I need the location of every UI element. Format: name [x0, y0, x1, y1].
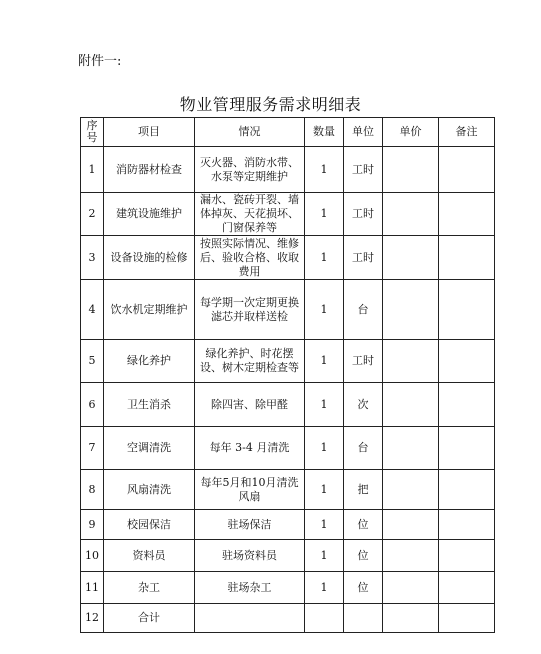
cell-qty: 1 — [305, 510, 344, 540]
page-title: 物业管理服务需求明细表 — [179, 95, 362, 114]
cell-note — [439, 383, 495, 427]
cell-seq: 2 — [81, 193, 104, 236]
cell-seq: 10 — [81, 540, 104, 572]
cell-item: 饮水机定期维护 — [104, 280, 195, 340]
cell-price — [383, 604, 439, 633]
table-row — [81, 340, 495, 383]
cell-price — [383, 236, 439, 280]
cell-desc: 灭火器、消防水带、水泵等定期维护 — [195, 147, 305, 193]
cell-unit: 工时 — [344, 340, 383, 383]
cell-item: 合计 — [104, 604, 195, 633]
cell-desc — [195, 604, 305, 633]
cell-unit: 工时 — [344, 147, 383, 193]
cell-item: 杂工 — [104, 572, 195, 604]
cell-desc: 除四害、除甲醛 — [195, 383, 305, 427]
table-row — [81, 147, 495, 193]
cell-unit: 位 — [344, 510, 383, 540]
cell-price — [383, 540, 439, 572]
header-price: 单价 — [383, 118, 439, 147]
cell-unit: 工时 — [344, 193, 383, 236]
cell-qty: 1 — [305, 470, 344, 510]
cell-unit: 位 — [344, 540, 383, 572]
cell-qty: 1 — [305, 193, 344, 236]
header-item: 项目 — [104, 118, 195, 147]
table-header-row — [81, 118, 495, 147]
cell-price — [383, 510, 439, 540]
cell-desc: 驻场保洁 — [195, 510, 305, 540]
cell-item: 风扇清洗 — [104, 470, 195, 510]
cell-qty: 1 — [305, 236, 344, 280]
cell-price — [383, 147, 439, 193]
header-desc: 情况 — [195, 118, 305, 147]
cell-price — [383, 383, 439, 427]
table-row — [81, 383, 495, 427]
cell-qty: 1 — [305, 427, 344, 470]
cell-price — [383, 427, 439, 470]
cell-qty: 1 — [305, 540, 344, 572]
cell-desc: 按照实际情况、维修后、验收合格、收取费用 — [195, 236, 305, 280]
cell-unit: 把 — [344, 470, 383, 510]
cell-note — [439, 193, 495, 236]
cell-seq: 3 — [81, 236, 104, 280]
table-row — [81, 572, 495, 604]
table-row — [81, 540, 495, 572]
table-row — [81, 510, 495, 540]
cell-unit: 台 — [344, 427, 383, 470]
cell-desc: 漏水、瓷砖开裂、墙体掉灰、天花损坏、门窗保养等 — [195, 193, 305, 236]
cell-item: 卫生消杀 — [104, 383, 195, 427]
cell-qty: 1 — [305, 383, 344, 427]
cell-unit: 位 — [344, 572, 383, 604]
cell-desc: 每年 3-4 月清洗 — [195, 427, 305, 470]
cell-price — [383, 470, 439, 510]
cell-item: 绿化养护 — [104, 340, 195, 383]
cell-unit — [344, 604, 383, 633]
header-qty: 数量 — [305, 118, 344, 147]
cell-item: 校园保洁 — [104, 510, 195, 540]
cell-price — [383, 340, 439, 383]
cell-unit: 台 — [344, 280, 383, 340]
table-row — [81, 427, 495, 470]
cell-item: 设备设施的检修 — [104, 236, 195, 280]
cell-price — [383, 572, 439, 604]
attachment-label: 附件一: — [78, 54, 122, 69]
service-detail-table — [80, 117, 495, 633]
cell-note — [439, 280, 495, 340]
cell-item: 空调清洗 — [104, 427, 195, 470]
cell-note — [439, 572, 495, 604]
cell-desc: 驻场资料员 — [195, 540, 305, 572]
table-row — [81, 236, 495, 280]
cell-seq: 4 — [81, 280, 104, 340]
cell-qty: 1 — [305, 572, 344, 604]
cell-note — [439, 510, 495, 540]
cell-note — [439, 147, 495, 193]
cell-seq: 12 — [81, 604, 104, 633]
cell-price — [383, 193, 439, 236]
table-row — [81, 193, 495, 236]
cell-item: 资料员 — [104, 540, 195, 572]
cell-unit: 次 — [344, 383, 383, 427]
header-unit: 单位 — [344, 118, 383, 147]
cell-seq: 6 — [81, 383, 104, 427]
cell-price — [383, 280, 439, 340]
cell-desc: 每年5月和10月清洗风扇 — [195, 470, 305, 510]
cell-qty: 1 — [305, 340, 344, 383]
cell-desc: 绿化养护、时花摆设、树木定期检查等 — [195, 340, 305, 383]
cell-qty — [305, 604, 344, 633]
cell-note — [439, 470, 495, 510]
cell-desc: 驻场杂工 — [195, 572, 305, 604]
cell-note — [439, 540, 495, 572]
cell-desc: 每学期一次定期更换滤芯并取样送检 — [195, 280, 305, 340]
cell-note — [439, 340, 495, 383]
table-row — [81, 280, 495, 340]
cell-note — [439, 427, 495, 470]
cell-qty: 1 — [305, 147, 344, 193]
cell-qty: 1 — [305, 280, 344, 340]
table-row — [81, 604, 495, 633]
cell-unit: 工时 — [344, 236, 383, 280]
cell-seq: 9 — [81, 510, 104, 540]
cell-item: 消防器材检查 — [104, 147, 195, 193]
cell-seq: 7 — [81, 427, 104, 470]
cell-seq: 11 — [81, 572, 104, 604]
cell-seq: 8 — [81, 470, 104, 510]
cell-note — [439, 604, 495, 633]
header-seq: 序号 — [81, 118, 104, 147]
table-row — [81, 470, 495, 510]
cell-seq: 1 — [81, 147, 104, 193]
cell-seq: 5 — [81, 340, 104, 383]
cell-item: 建筑设施维护 — [104, 193, 195, 236]
header-note: 备注 — [439, 118, 495, 147]
cell-note — [439, 236, 495, 280]
